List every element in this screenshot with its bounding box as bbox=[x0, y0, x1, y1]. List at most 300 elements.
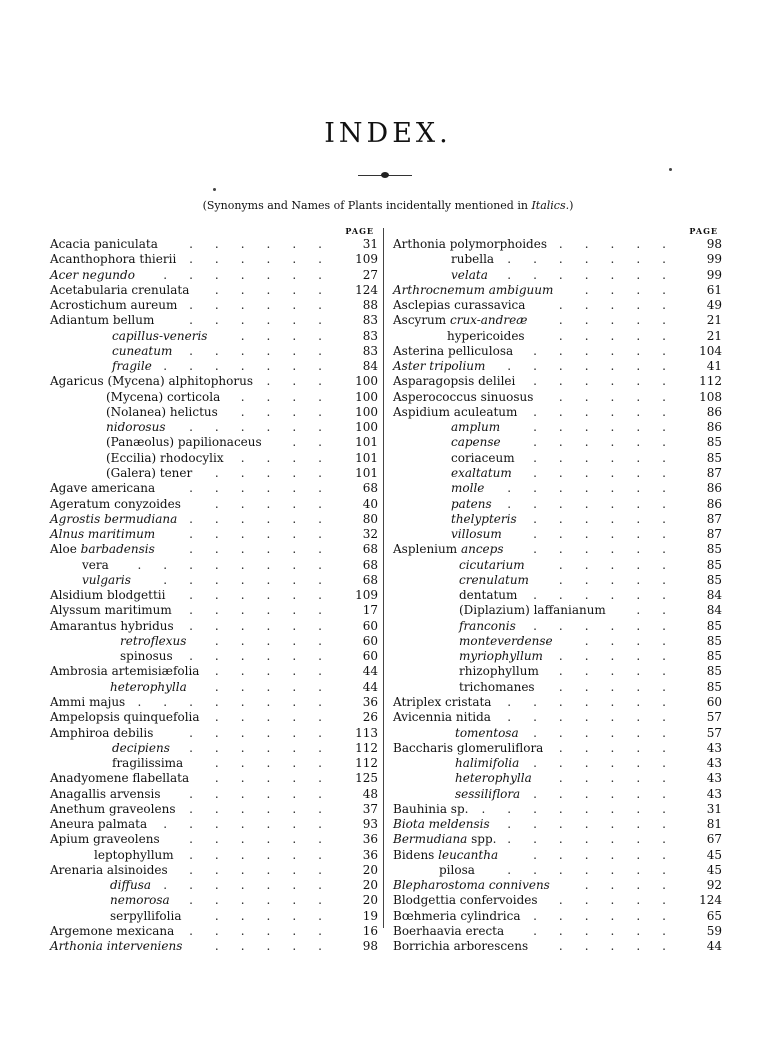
leader-dots: ..... bbox=[558, 664, 688, 679]
entry-page-number: 43 bbox=[706, 771, 722, 786]
index-entry bbox=[393, 741, 722, 756]
index-entry bbox=[50, 481, 378, 496]
entry-page-number: 83 bbox=[362, 328, 378, 343]
entry-page-number: 40 bbox=[362, 496, 378, 511]
index-entry bbox=[393, 924, 722, 939]
leader-dots: ..... bbox=[214, 756, 344, 771]
leader-dots: ..... bbox=[558, 313, 688, 328]
leader-dots: ...... bbox=[189, 740, 344, 755]
leader-dots: ...... bbox=[533, 756, 688, 771]
entry-page-number: 85 bbox=[706, 633, 722, 648]
entry-page-number: 60 bbox=[706, 694, 722, 709]
entry-name bbox=[393, 344, 513, 359]
entry-page-number: 68 bbox=[362, 557, 378, 572]
entry-name-part: Avicennia nitida bbox=[393, 710, 491, 725]
index-entry bbox=[50, 848, 378, 863]
leader-dots: ....... bbox=[507, 359, 688, 374]
entry-name bbox=[110, 893, 170, 908]
entry-name bbox=[106, 435, 262, 450]
entry-name bbox=[120, 634, 186, 649]
entry-page-number: 109 bbox=[355, 588, 378, 603]
index-entry bbox=[393, 329, 722, 344]
entry-page-number: 43 bbox=[706, 740, 722, 755]
index-entry bbox=[393, 527, 722, 542]
print-speck bbox=[669, 168, 672, 171]
entry-name bbox=[459, 634, 553, 649]
leader-dots: ..... bbox=[214, 282, 344, 297]
entry-page-number: 45 bbox=[706, 862, 722, 877]
index-entry bbox=[50, 252, 378, 267]
entry-name bbox=[110, 909, 181, 924]
index-entry bbox=[50, 787, 378, 802]
leader-dots: ....... bbox=[507, 862, 688, 877]
entry-page-number: 16 bbox=[362, 923, 378, 938]
entry-page-number: 85 bbox=[706, 450, 722, 465]
index-entry bbox=[50, 726, 378, 741]
index-entry bbox=[50, 680, 378, 695]
leader-dots: ..... bbox=[558, 237, 688, 251]
entry-name-part: Baccharis glomeruliflora bbox=[393, 740, 544, 755]
entry-name bbox=[50, 710, 200, 725]
entry-name bbox=[50, 252, 176, 267]
leader-dots: ........ bbox=[137, 694, 344, 709]
index-entry bbox=[50, 832, 378, 847]
entry-page-number: 85 bbox=[706, 557, 722, 572]
entry-name bbox=[106, 451, 224, 466]
entry-page-number: 31 bbox=[706, 801, 722, 816]
index-entry bbox=[393, 390, 722, 405]
leader-dots: .. bbox=[636, 603, 688, 618]
entry-name bbox=[50, 817, 147, 832]
entry-name-part: Arthrocnemum ambiguum bbox=[393, 282, 554, 297]
leader-dots: ..... bbox=[214, 908, 344, 923]
entry-name bbox=[393, 909, 520, 924]
entry-page-number: 48 bbox=[362, 786, 378, 801]
entry-name-part: Bœhmeria cylindrica bbox=[393, 908, 521, 923]
entry-name-part: Ammi majus bbox=[50, 694, 126, 709]
leader-dots: ...... bbox=[533, 465, 688, 480]
index-entry bbox=[393, 558, 722, 573]
index-entry bbox=[393, 237, 722, 252]
entry-page-number: 21 bbox=[706, 328, 722, 343]
entry-name bbox=[393, 374, 515, 389]
entry-name bbox=[455, 726, 519, 741]
entry-page-number: 101 bbox=[355, 450, 378, 465]
entry-name-part: serpyllifolia bbox=[110, 908, 182, 923]
leader-dots: ..... bbox=[214, 496, 344, 511]
index-entry bbox=[50, 893, 378, 908]
index-entry bbox=[393, 252, 722, 267]
entry-name bbox=[393, 542, 503, 557]
entry-page-number: 85 bbox=[706, 618, 722, 633]
leader-dots: ..... bbox=[214, 710, 344, 725]
entry-page-number: 112 bbox=[355, 740, 378, 755]
index-entry bbox=[50, 863, 378, 878]
index-entry bbox=[393, 802, 722, 817]
entry-name bbox=[106, 390, 220, 405]
leader-dots: ....... bbox=[507, 252, 688, 267]
entry-name bbox=[50, 924, 174, 939]
index-entry bbox=[50, 924, 378, 939]
entry-name-part: exaltatum bbox=[451, 465, 512, 480]
index-entry bbox=[50, 344, 378, 359]
entry-name bbox=[393, 695, 491, 710]
leader-dots: ....... bbox=[507, 267, 688, 282]
entry-page-number: 83 bbox=[362, 343, 378, 358]
entry-name-part: trichomanes bbox=[459, 679, 535, 694]
entry-name-part: Asclepias curassavica bbox=[393, 298, 526, 313]
entry-name bbox=[451, 466, 512, 481]
leader-dots: ........ bbox=[137, 557, 344, 572]
index-entry bbox=[393, 542, 722, 557]
entry-name-part: nidorosus bbox=[106, 420, 166, 435]
leader-dots: ..... bbox=[214, 465, 344, 480]
leader-dots: ....... bbox=[163, 572, 344, 587]
index-entry bbox=[393, 710, 722, 725]
leader-dots: ...... bbox=[533, 847, 688, 862]
entry-name-part: dentatum bbox=[459, 588, 518, 603]
entry-name bbox=[94, 848, 174, 863]
leader-dots: ..... bbox=[214, 633, 344, 648]
entry-page-number: 84 bbox=[706, 588, 722, 603]
entry-name-part: Arthonia interveniens bbox=[50, 939, 183, 954]
leader-dots: ...... bbox=[533, 542, 688, 557]
leader-dots: ...... bbox=[189, 725, 344, 740]
entry-name-part: thelypteris bbox=[451, 511, 517, 526]
entry-name-part: Aneura palmata bbox=[50, 817, 148, 832]
leader-dots: ....... bbox=[507, 694, 688, 709]
entry-page-number: 36 bbox=[362, 832, 378, 847]
index-entry bbox=[50, 527, 378, 542]
entry-name-part: Alnus maritimum bbox=[50, 527, 156, 542]
entry-name bbox=[451, 435, 501, 450]
entry-page-number: 45 bbox=[706, 847, 722, 862]
entry-name bbox=[50, 283, 189, 298]
entry-name-part: (Eccilia) rhodocylix bbox=[106, 450, 224, 465]
entry-name bbox=[393, 924, 504, 939]
leader-dots: ..... bbox=[558, 893, 688, 908]
entry-name bbox=[459, 588, 517, 603]
index-entry bbox=[50, 619, 378, 634]
page-column-header: PAGE bbox=[689, 226, 718, 236]
leader-dots: ...... bbox=[189, 649, 344, 664]
entry-page-number: 84 bbox=[362, 359, 378, 374]
entry-name-part: Bauhinia sp. bbox=[393, 801, 469, 816]
entry-name-part: Amarantus hybridus bbox=[50, 618, 174, 633]
entry-name bbox=[393, 741, 543, 756]
entry-name bbox=[50, 603, 172, 618]
entry-name bbox=[50, 939, 182, 954]
entry-name-part: coriaceum bbox=[451, 450, 515, 465]
leader-dots: ...... bbox=[189, 527, 344, 542]
entry-page-number: 36 bbox=[362, 847, 378, 862]
index-column-left bbox=[50, 226, 378, 954]
entry-name-part: Aster tripolium bbox=[393, 359, 486, 374]
entry-name bbox=[82, 573, 131, 588]
entry-name-part: (Mycena) corticola bbox=[106, 389, 221, 404]
entry-page-number: 104 bbox=[699, 343, 722, 358]
entry-name-part: Blepharostoma connivens bbox=[393, 878, 550, 893]
leader-dots: .... bbox=[240, 389, 344, 404]
leader-dots: ..... bbox=[214, 664, 344, 679]
leader-dots: ..... bbox=[558, 557, 688, 572]
leader-dots: ..... bbox=[214, 679, 344, 694]
entry-name-part: Agave americana bbox=[50, 481, 156, 496]
index-entry bbox=[50, 573, 378, 588]
index-entry bbox=[393, 359, 722, 374]
leader-dots: ...... bbox=[189, 603, 344, 618]
entry-name bbox=[393, 710, 491, 725]
entry-page-number: 80 bbox=[362, 511, 378, 526]
index-entry bbox=[50, 451, 378, 466]
entry-name-part: Anagallis arvensis bbox=[50, 786, 161, 801]
entry-page-number: 124 bbox=[699, 893, 722, 908]
entry-name bbox=[50, 695, 125, 710]
entry-page-number: 100 bbox=[355, 374, 378, 389]
entry-page-number: 36 bbox=[362, 694, 378, 709]
index-entry bbox=[50, 466, 378, 481]
entry-name-part: Acacia paniculata bbox=[50, 237, 158, 251]
index-entry bbox=[50, 771, 378, 786]
index-entry bbox=[393, 405, 722, 420]
entry-name bbox=[451, 497, 492, 512]
leader-dots: ...... bbox=[533, 725, 688, 740]
entry-page-number: 125 bbox=[355, 771, 378, 786]
leader-dots: ...... bbox=[189, 786, 344, 801]
index-entry bbox=[393, 344, 722, 359]
entry-name-part: monteverdense bbox=[459, 633, 553, 648]
leader-dots: ...... bbox=[189, 481, 344, 496]
entry-name-part: molle bbox=[451, 481, 485, 496]
leader-dots: ...... bbox=[533, 343, 688, 358]
entry-name-part: anceps bbox=[460, 542, 504, 557]
entry-page-number: 88 bbox=[362, 298, 378, 313]
entry-name bbox=[106, 405, 218, 420]
entry-name-part: heterophylla bbox=[110, 679, 187, 694]
entry-name-part: velata bbox=[451, 267, 488, 282]
leader-dots: ...... bbox=[533, 511, 688, 526]
entry-name bbox=[393, 405, 517, 420]
index-entry bbox=[50, 649, 378, 664]
entry-name-part: nemorosa bbox=[110, 893, 170, 908]
entry-name bbox=[112, 329, 207, 344]
index-entry bbox=[50, 268, 378, 283]
index-entry bbox=[393, 481, 722, 496]
index-entry bbox=[393, 588, 722, 603]
leader-dots: ....... bbox=[163, 359, 344, 374]
index-entry bbox=[393, 634, 722, 649]
entry-name bbox=[112, 756, 183, 771]
entry-page-number: 92 bbox=[706, 878, 722, 893]
leader-dots: ...... bbox=[189, 343, 344, 358]
entry-page-number: 44 bbox=[362, 679, 378, 694]
leader-dots: .... bbox=[240, 404, 344, 419]
entry-page-number: 100 bbox=[355, 404, 378, 419]
entry-name bbox=[447, 329, 525, 344]
entry-name-part: heterophylla bbox=[455, 771, 532, 786]
leader-dots: ...... bbox=[189, 832, 344, 847]
entry-name-part: sessiliflora bbox=[455, 786, 521, 801]
entry-name-part: pilosa bbox=[439, 862, 475, 877]
index-entry bbox=[393, 420, 722, 435]
entry-name-part: Alyssum maritimum bbox=[50, 603, 172, 618]
entry-name bbox=[50, 802, 175, 817]
entry-name bbox=[459, 558, 525, 573]
leader-dots: ..... bbox=[214, 771, 344, 786]
entry-name bbox=[50, 863, 168, 878]
entry-name-part: (Galera) tener bbox=[106, 465, 193, 480]
index-entry bbox=[393, 909, 722, 924]
page-column-header: PAGE bbox=[345, 226, 374, 236]
leader-dots: ...... bbox=[189, 298, 344, 313]
leader-dots: ...... bbox=[533, 450, 688, 465]
entry-page-number: 57 bbox=[706, 710, 722, 725]
leader-dots: ...... bbox=[189, 923, 344, 938]
index-entry bbox=[50, 405, 378, 420]
index-entry bbox=[393, 573, 722, 588]
entry-name bbox=[439, 863, 475, 878]
entry-page-number: 101 bbox=[355, 465, 378, 480]
entry-name bbox=[393, 817, 490, 832]
subtitle-prefix: (Synonyms and Names of Plants incidentally mentioned in bbox=[202, 199, 532, 212]
entry-page-number: 60 bbox=[362, 633, 378, 648]
entry-page-number: 44 bbox=[362, 664, 378, 679]
entry-name-part: Ampelopsis quinquefolia bbox=[50, 710, 200, 725]
entry-page-number: 65 bbox=[706, 908, 722, 923]
entry-name-part: Alsidium blodgettii bbox=[50, 588, 166, 603]
entry-name bbox=[50, 481, 155, 496]
entry-page-number: 85 bbox=[706, 542, 722, 557]
index-entry bbox=[50, 664, 378, 679]
entry-name-part: Asperococcus sinuosus bbox=[393, 389, 534, 404]
entry-name-part: rhizophyllum bbox=[459, 664, 539, 679]
entry-name-part: Acrostichum aureum bbox=[50, 298, 178, 313]
entry-page-number: 86 bbox=[706, 420, 722, 435]
entry-name bbox=[459, 649, 543, 664]
entry-name-part: capense bbox=[451, 435, 501, 450]
leader-dots: ..... bbox=[558, 740, 688, 755]
entry-page-number: 27 bbox=[362, 267, 378, 282]
leader-dots: .... bbox=[584, 633, 688, 648]
index-entry bbox=[50, 741, 378, 756]
index-entry bbox=[50, 298, 378, 313]
entry-name-part: Aspidium aculeatum bbox=[393, 404, 518, 419]
entry-name-part: leptophyllum bbox=[94, 847, 174, 862]
leader-dots: ..... bbox=[558, 679, 688, 694]
leader-dots: .... bbox=[584, 878, 688, 893]
leader-dots: ...... bbox=[189, 420, 344, 435]
entry-page-number: 83 bbox=[362, 313, 378, 328]
entry-page-number: 85 bbox=[706, 649, 722, 664]
index-entry bbox=[393, 283, 722, 298]
entry-name-part: barbadensis bbox=[80, 542, 155, 557]
entry-name-part: vulgaris bbox=[82, 572, 131, 587]
leader-dots: ...... bbox=[189, 252, 344, 267]
entry-name bbox=[50, 313, 154, 328]
entry-name bbox=[393, 298, 525, 313]
index-entry bbox=[393, 435, 722, 450]
leader-dots: .... bbox=[240, 328, 344, 343]
leader-dots: ..... bbox=[558, 328, 688, 343]
index-entry bbox=[50, 283, 378, 298]
entry-name-part: Arthonia polymorphoides bbox=[393, 237, 547, 251]
index-entry bbox=[393, 893, 722, 908]
entry-page-number: 43 bbox=[706, 786, 722, 801]
entry-name-part: hypericoides bbox=[447, 328, 525, 343]
entry-name bbox=[393, 802, 468, 817]
index-entry bbox=[393, 512, 722, 527]
entry-page-number: 19 bbox=[362, 908, 378, 923]
entry-name bbox=[50, 832, 160, 847]
entry-page-number: 21 bbox=[706, 313, 722, 328]
leader-dots: .... bbox=[240, 450, 344, 465]
index-entry bbox=[393, 603, 722, 618]
leader-dots: .... bbox=[584, 282, 688, 297]
entry-name-part: fragilissima bbox=[112, 756, 184, 771]
entry-name-part: decipiens bbox=[112, 740, 170, 755]
entry-name-part: Anethum graveolens bbox=[50, 801, 176, 816]
index-entry bbox=[50, 695, 378, 710]
index-entry bbox=[50, 603, 378, 618]
entry-name bbox=[393, 237, 547, 252]
entry-page-number: 20 bbox=[362, 878, 378, 893]
entry-page-number: 68 bbox=[362, 481, 378, 496]
leader-dots: ........ bbox=[481, 801, 688, 816]
leader-dots: ..... bbox=[558, 389, 688, 404]
index-subtitle bbox=[0, 199, 776, 212]
subtitle-italic: Italics. bbox=[531, 199, 570, 212]
index-entry bbox=[393, 497, 722, 512]
entry-name bbox=[393, 283, 553, 298]
entry-page-number: 26 bbox=[362, 710, 378, 725]
leader-dots: ...... bbox=[533, 908, 688, 923]
entry-name bbox=[50, 268, 135, 283]
entry-page-number: 86 bbox=[706, 481, 722, 496]
entry-name-part: Argemone mexicana bbox=[50, 923, 175, 938]
entry-name bbox=[50, 374, 253, 389]
entry-page-number: 85 bbox=[706, 664, 722, 679]
entry-name-part: Bermudiana bbox=[393, 832, 468, 847]
entry-name bbox=[451, 268, 488, 283]
entry-name-part: Boerhaavia erecta bbox=[393, 923, 505, 938]
entry-name-part: Blodgettia confervoides bbox=[393, 893, 538, 908]
entry-page-number: 99 bbox=[706, 252, 722, 267]
entry-page-number: 87 bbox=[706, 527, 722, 542]
entry-name bbox=[393, 939, 528, 954]
entry-name-part: franconis bbox=[459, 618, 516, 633]
entry-page-number: 57 bbox=[706, 725, 722, 740]
leader-dots: ....... bbox=[507, 481, 688, 496]
leader-dots: .. bbox=[292, 435, 344, 450]
entry-name-part: spinosus bbox=[120, 649, 173, 664]
leader-dots: ...... bbox=[533, 374, 688, 389]
entry-name-part: leucantha bbox=[438, 847, 499, 862]
entry-name bbox=[50, 497, 181, 512]
entry-name bbox=[393, 313, 527, 328]
index-entry bbox=[50, 939, 378, 954]
index-entry bbox=[393, 664, 722, 679]
entry-page-number: 98 bbox=[706, 237, 722, 251]
entry-name-part: myriophyllum bbox=[459, 649, 543, 664]
leader-dots: ...... bbox=[189, 801, 344, 816]
entry-page-number: 86 bbox=[706, 496, 722, 511]
entry-page-number: 100 bbox=[355, 420, 378, 435]
entry-name-part: Asterina pelliculosa bbox=[393, 343, 514, 358]
leader-dots: ...... bbox=[533, 420, 688, 435]
entry-name-part: (Nolanea) helictus bbox=[106, 404, 218, 419]
entry-page-number: 99 bbox=[706, 267, 722, 282]
entry-name bbox=[455, 756, 519, 771]
